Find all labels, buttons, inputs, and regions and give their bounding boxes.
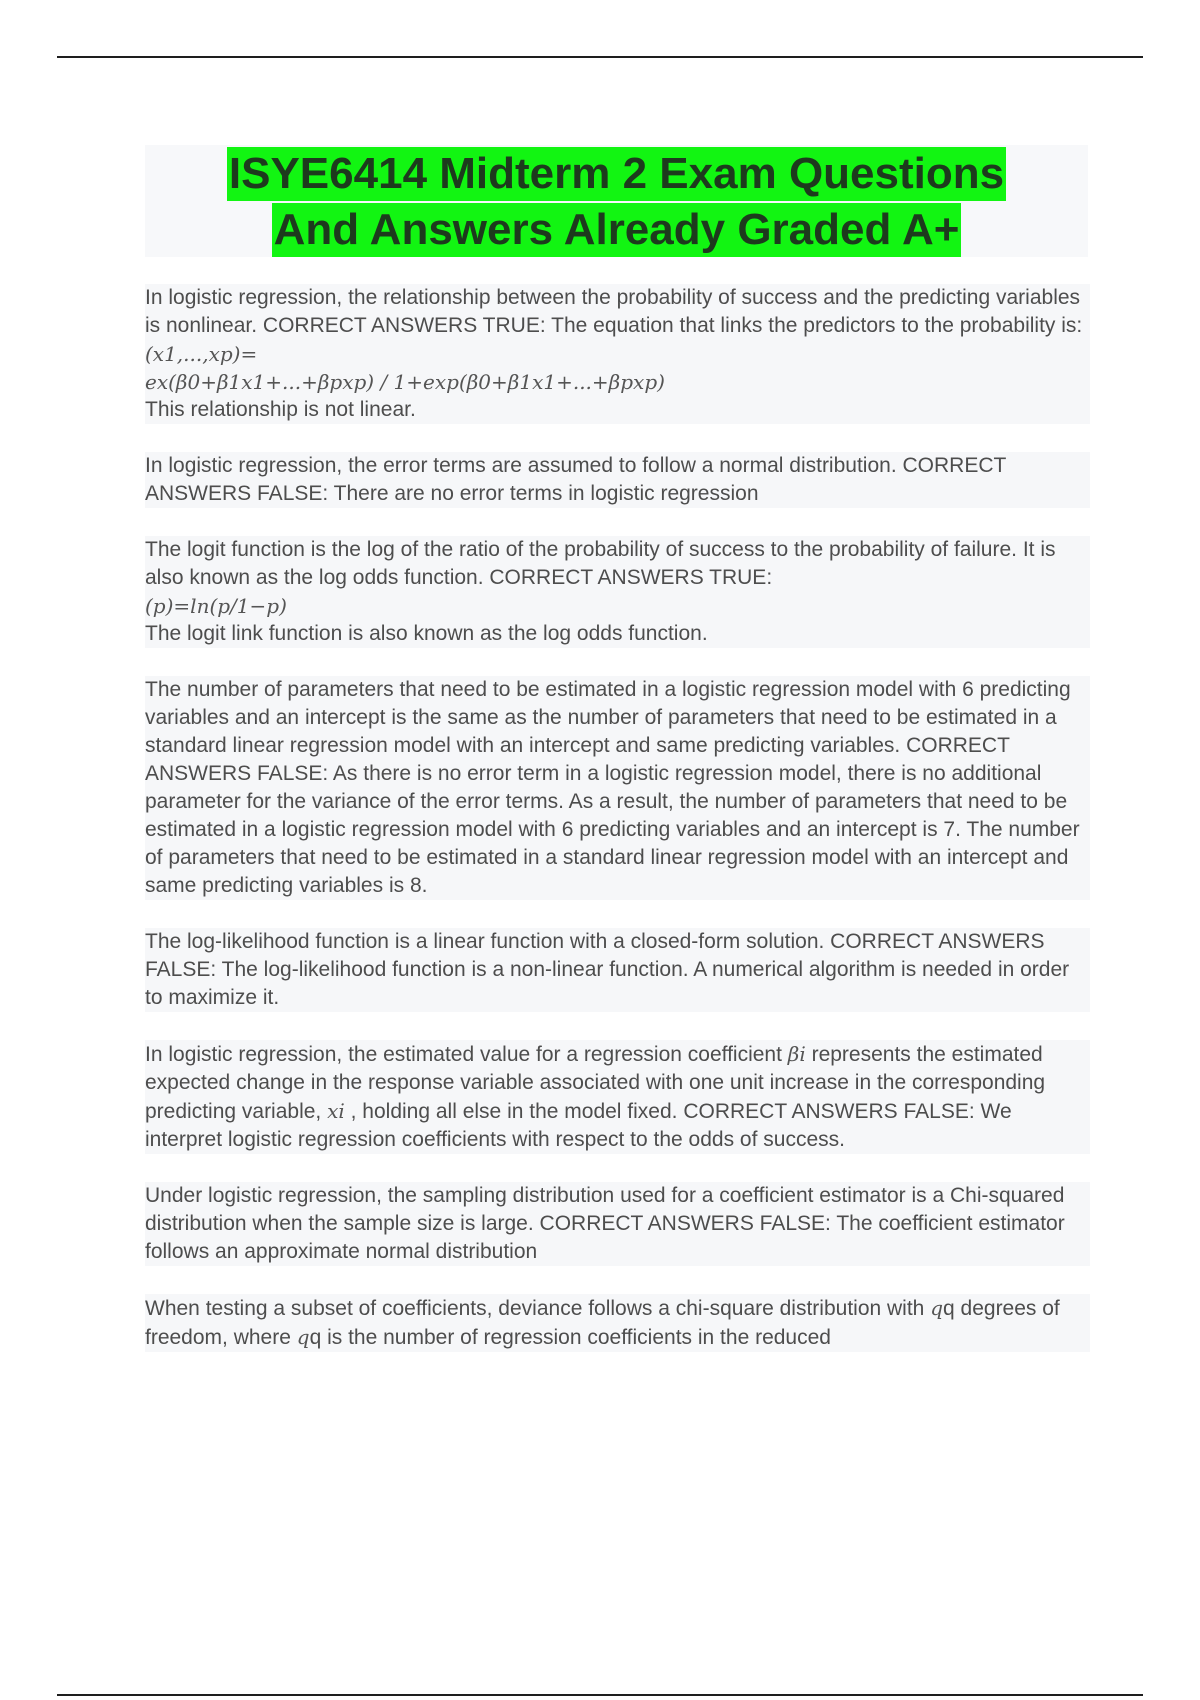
top-rule: [57, 56, 1143, 58]
qa-text: The number of parameters that need to be estimated in a logistic regression model with 6 predicting variables and an intercept is the same as the number of parameters that need to be estimated in a standard linear regression model with an intercept and same predicting variables. CORRECT ANSWERS FALSE: As there is no error term in a logistic regression model, there is no additional parameter for the variance of the error terms. As a result, the number of parameters that need to be estimated in a logistic regression model with 6 predicting variables and an intercept is 7. The number of parameters that need to be estimated in a standard linear regression model with an intercept and same predicting variables is 8.: [145, 678, 1080, 897]
title-line-2: And Answers Already Graded A+: [272, 203, 962, 257]
beta-i-symbol: 𝛽𝑖: [787, 1042, 806, 1066]
qa-text-part: q degrees of freedom, where: [145, 1297, 1060, 1349]
qa-item: [145, 284, 1090, 424]
qa-tail: The logit link function is also known as the log odds function.: [145, 622, 708, 645]
qa-item: [145, 452, 1090, 508]
q-symbol: 𝑞: [930, 1296, 944, 1320]
qa-text: The log-likelihood function is a linear function with a closed-form solution. CORRECT ANSWERS FALSE: The log-likelihood function is a non-linear function. A numerical algorithm is needed in order to maximize it.: [145, 930, 1070, 1009]
qa-item: [145, 1294, 1090, 1352]
qa-item: [145, 536, 1090, 648]
formula-line: 𝑒𝑥(𝛽0+𝛽1𝑥1+...+𝛽𝑝𝑥𝑝) / 1+𝑒𝑥𝑝(𝛽0+𝛽1𝑥1+...+𝛽𝑝𝑥𝑝): [145, 370, 665, 394]
qa-item: [145, 1040, 1090, 1154]
qa-text-part: , holding all else in the model fixed. CORRECT ANSWERS FALSE: We interpret logistic regression coefficients with respect to the odds of success.: [145, 1100, 1012, 1151]
qa-text-part: represents the estimated expected change in the response variable associated with one unit increase in the corresponding predicting variable,: [145, 1043, 1046, 1123]
qa-text: [145, 1294, 1090, 1352]
document-title: [145, 145, 1088, 257]
x-i-symbol: 𝑥𝑖: [327, 1099, 345, 1123]
bottom-rule: [57, 1694, 1143, 1696]
qa-list: [145, 284, 1090, 1380]
qa-text: In logistic regression, the error terms are assumed to follow a normal distribution. CORRECT ANSWERS FALSE: There are no error terms in logistic regression: [145, 454, 1006, 505]
formula-line: (𝑥1,...,𝑥𝑝)=: [145, 342, 258, 366]
qa-text: In logistic regression, the relationship between the probability of success and the predicting variables is nonlinear. CORRECT ANSWERS TRUE: The equation that links the predictors to the probability is:: [145, 286, 1083, 337]
title-line-1: ISYE6414 Midterm 2 Exam Questions: [227, 147, 1006, 201]
q-symbol: 𝑞: [296, 1325, 310, 1349]
qa-item: [145, 1182, 1090, 1266]
qa-item: [145, 676, 1090, 900]
formula-line: (𝑝)=ln(p/1−𝑝): [145, 594, 287, 618]
qa-text-part: In logistic regression, the estimated value for a regression coefficient: [145, 1043, 788, 1066]
qa-text: The logit function is the log of the ratio of the probability of success to the probability of failure. It is also known as the log odds function. CORRECT ANSWERS TRUE:: [145, 538, 1056, 589]
qa-text: [145, 1040, 1090, 1154]
qa-item: [145, 928, 1090, 1012]
qa-text-part: When testing a subset of coefficients, deviance follows a chi-square distribution with: [145, 1297, 931, 1320]
qa-text: Under logistic regression, the sampling distribution used for a coefficient estimator is a Chi-squared distribution when the sample size is large. CORRECT ANSWERS FALSE: The coefficient estimator follows an approximate normal distribution: [145, 1184, 1065, 1263]
qa-text-part: q is the number of regression coefficients in the reduced: [309, 1326, 831, 1349]
qa-tail: This relationship is not linear.: [145, 398, 416, 421]
